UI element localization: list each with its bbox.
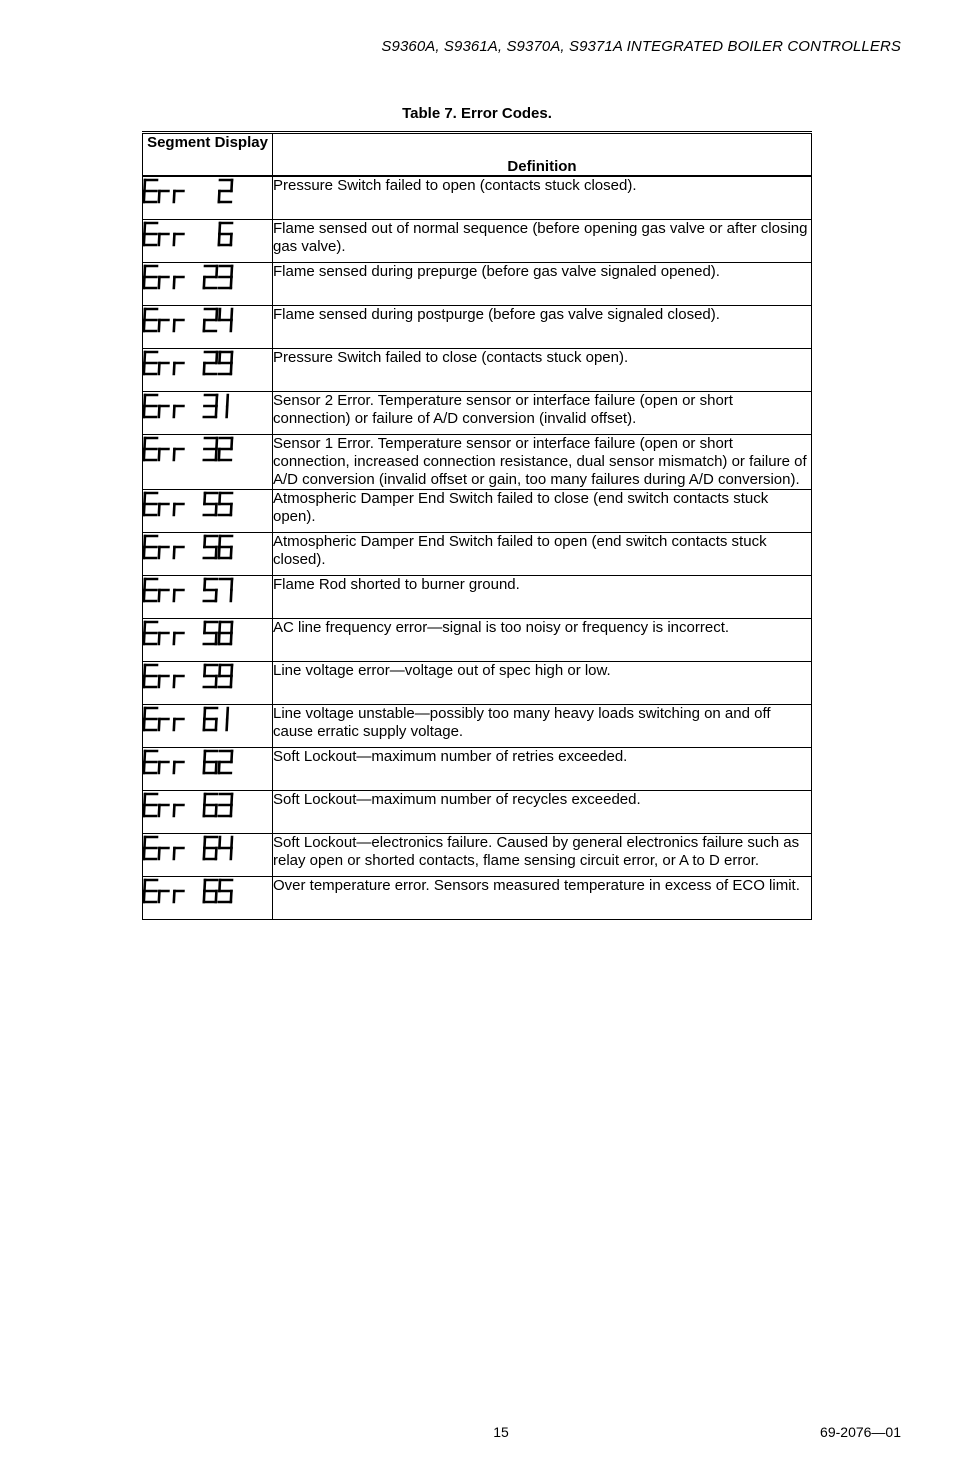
segment-display-err-59 [143, 662, 243, 694]
table-row [143, 176, 812, 219]
definition-cell: Soft Lockout—maximum number of recycles exceeded. [273, 790, 812, 833]
segment-display-cell [143, 262, 273, 305]
segment-display-cell [143, 434, 273, 489]
segment-display-err-56 [143, 533, 243, 565]
document-id: 69-2076—01 [820, 1424, 901, 1440]
definition-cell: Over temperature error. Sensors measured temperature in excess of ECO limit. [273, 876, 812, 919]
table-row [143, 219, 812, 262]
segment-display-err-23 [143, 263, 243, 295]
segment-display-err-58 [143, 619, 243, 651]
segment-display-err-31 [143, 392, 243, 424]
definition-cell: Atmospheric Damper End Switch failed to close (end switch contacts stuck open). [273, 489, 812, 532]
table-row [143, 434, 812, 489]
segment-display-err-6 [143, 220, 243, 252]
table-row [143, 704, 812, 747]
segment-display-err-32 [143, 435, 243, 467]
table-row [143, 305, 812, 348]
definition-cell: Flame Rod shorted to burner ground. [273, 575, 812, 618]
definition-cell: Flame sensed during prepurge (before gas valve signaled opened). [273, 262, 812, 305]
table-row [143, 262, 812, 305]
page-number: 15 [493, 1424, 509, 1440]
definition-cell: Line voltage error—voltage out of spec high or low. [273, 661, 812, 704]
table-row [143, 833, 812, 876]
segment-display-err-64 [143, 834, 243, 866]
definition-cell: Line voltage unstable—possibly too many heavy loads switching on and off cause erratic supply voltage. [273, 704, 812, 747]
segment-display-err-65 [143, 877, 243, 909]
table-caption: Table 7. Error Codes. [402, 105, 552, 122]
table-body [143, 176, 812, 919]
segment-display-cell [143, 532, 273, 575]
column-header-segment-display [143, 133, 273, 177]
segment-display-err-57 [143, 576, 243, 608]
table-row [143, 618, 812, 661]
definition-cell: Flame sensed during postpurge (before gas valve signaled closed). [273, 305, 812, 348]
definition-cell: Pressure Switch failed to close (contacts stuck open). [273, 348, 812, 391]
table-row [143, 661, 812, 704]
segment-display-err-63 [143, 791, 243, 823]
segment-display-cell [143, 661, 273, 704]
table-header-row [143, 133, 812, 177]
column-header-definition: Definition [273, 133, 812, 177]
definition-cell: Soft Lockout—electronics failure. Caused by general electronics failure such as relay open or shorted contacts, flame sensing circuit error, or A to D error. [273, 833, 812, 876]
table-row [143, 876, 812, 919]
table-row [143, 489, 812, 532]
segment-display-cell [143, 747, 273, 790]
table-row [143, 391, 812, 434]
error-codes-table [142, 131, 812, 920]
table-row [143, 532, 812, 575]
definition-cell: AC line frequency error—signal is too noisy or frequency is incorrect. [273, 618, 812, 661]
table-row [143, 348, 812, 391]
segment-display-err-55 [143, 490, 243, 522]
definition-cell: Sensor 1 Error. Temperature sensor or interface failure (open or short connection, increased connection resistance, dual sensor mismatch) or failure of A/D conversion (invalid offset or gain, too many failures during A/D conversion). [273, 434, 812, 489]
segment-display-cell [143, 575, 273, 618]
segment-display-header-text: Segment Display [147, 134, 268, 151]
segment-display-err-61 [143, 705, 243, 737]
segment-display-cell [143, 391, 273, 434]
segment-display-cell [143, 176, 273, 219]
definition-cell: Sensor 2 Error. Temperature sensor or interface failure (open or short connection) or failure of A/D conversion (invalid offset). [273, 391, 812, 434]
segment-display-cell [143, 618, 273, 661]
segment-display-err-29 [143, 349, 243, 381]
definition-cell: Soft Lockout—maximum number of retries exceeded. [273, 747, 812, 790]
segment-display-cell [143, 348, 273, 391]
segment-display-cell [143, 876, 273, 919]
segment-display-cell [143, 790, 273, 833]
segment-display-err-24 [143, 306, 243, 338]
segment-display-cell [143, 704, 273, 747]
table-row [143, 747, 812, 790]
running-header: S9360A, S9361A, S9370A, S9371A INTEGRATED BOILER CONTROLLERS [381, 38, 901, 55]
table-row [143, 790, 812, 833]
segment-display-err-2 [143, 177, 243, 209]
definition-cell: Flame sensed out of normal sequence (before opening gas valve or after closing gas valve). [273, 219, 812, 262]
segment-display-cell [143, 219, 273, 262]
segment-display-cell [143, 305, 273, 348]
table-row [143, 575, 812, 618]
definition-cell: Atmospheric Damper End Switch failed to open (end switch contacts stuck closed). [273, 532, 812, 575]
segment-display-cell [143, 833, 273, 876]
segment-display-err-62 [143, 748, 243, 780]
segment-display-cell [143, 489, 273, 532]
definition-cell: Pressure Switch failed to open (contacts stuck closed). [273, 176, 812, 219]
